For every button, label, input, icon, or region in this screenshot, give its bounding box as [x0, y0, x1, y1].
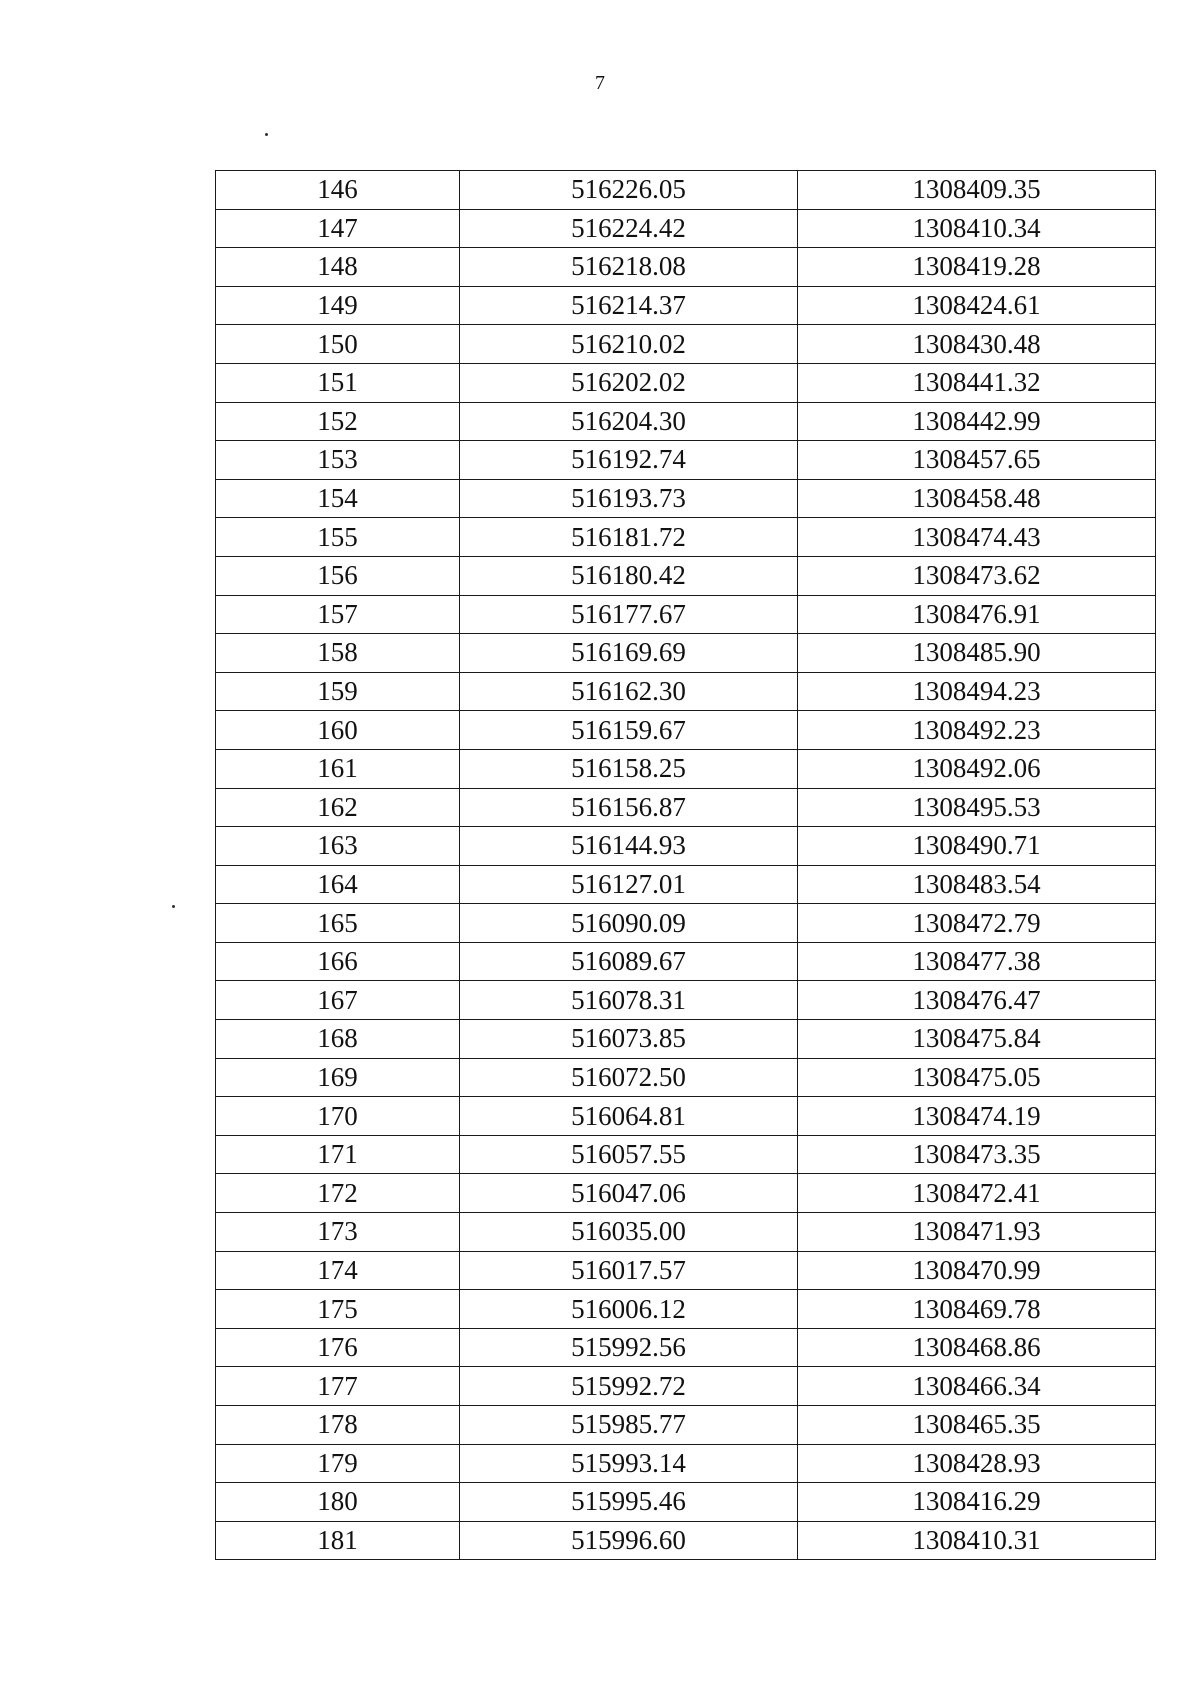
x-coordinate-cell: 516204.30: [460, 402, 798, 441]
y-coordinate-cell: 1308430.48: [798, 325, 1156, 364]
table-row: [216, 711, 1156, 750]
y-coordinate-cell: 1308466.34: [798, 1367, 1156, 1406]
table-row: [216, 248, 1156, 287]
point-number-cell: 172: [216, 1174, 460, 1213]
point-number-cell: 180: [216, 1483, 460, 1522]
y-coordinate-cell: 1308409.35: [798, 171, 1156, 210]
y-coordinate-cell: 1308410.34: [798, 209, 1156, 248]
y-coordinate-cell: 1308458.48: [798, 479, 1156, 518]
point-number-cell: 154: [216, 479, 460, 518]
y-coordinate-cell: 1308470.99: [798, 1251, 1156, 1290]
point-number-cell: 176: [216, 1328, 460, 1367]
point-number-cell: 147: [216, 209, 460, 248]
point-number-cell: 167: [216, 981, 460, 1020]
table-row: [216, 1290, 1156, 1329]
table-row: [216, 1328, 1156, 1367]
point-number-cell: 175: [216, 1290, 460, 1329]
y-coordinate-cell: 1308473.35: [798, 1135, 1156, 1174]
point-number-cell: 151: [216, 363, 460, 402]
x-coordinate-cell: 515996.60: [460, 1521, 798, 1560]
x-coordinate-cell: 516169.69: [460, 634, 798, 673]
point-number-cell: 166: [216, 942, 460, 981]
y-coordinate-cell: 1308490.71: [798, 827, 1156, 866]
table-row: [216, 942, 1156, 981]
x-coordinate-cell: 516218.08: [460, 248, 798, 287]
y-coordinate-cell: 1308474.19: [798, 1097, 1156, 1136]
x-coordinate-cell: 516078.31: [460, 981, 798, 1020]
y-coordinate-cell: 1308419.28: [798, 248, 1156, 287]
point-number-cell: 169: [216, 1058, 460, 1097]
table-row: [216, 1174, 1156, 1213]
table-row: [216, 325, 1156, 364]
x-coordinate-cell: 516158.25: [460, 749, 798, 788]
y-coordinate-cell: 1308424.61: [798, 286, 1156, 325]
y-coordinate-cell: 1308474.43: [798, 518, 1156, 557]
page-number: 7: [595, 72, 605, 94]
point-number-cell: 158: [216, 634, 460, 673]
y-coordinate-cell: 1308492.06: [798, 749, 1156, 788]
point-number-cell: 177: [216, 1367, 460, 1406]
x-coordinate-cell: 516017.57: [460, 1251, 798, 1290]
x-coordinate-cell: 516073.85: [460, 1020, 798, 1059]
point-number-cell: 181: [216, 1521, 460, 1560]
table-row: [216, 981, 1156, 1020]
y-coordinate-cell: 1308475.05: [798, 1058, 1156, 1097]
y-coordinate-cell: 1308410.31: [798, 1521, 1156, 1560]
y-coordinate-cell: 1308495.53: [798, 788, 1156, 827]
table-row: [216, 286, 1156, 325]
x-coordinate-cell: 516156.87: [460, 788, 798, 827]
coordinates-table: [215, 170, 1156, 1560]
table-row: [216, 402, 1156, 441]
y-coordinate-cell: 1308457.65: [798, 441, 1156, 480]
table-row: [216, 827, 1156, 866]
y-coordinate-cell: 1308476.47: [798, 981, 1156, 1020]
x-coordinate-cell: 516224.42: [460, 209, 798, 248]
table-row: [216, 904, 1156, 943]
x-coordinate-cell: 516202.02: [460, 363, 798, 402]
point-number-cell: 171: [216, 1135, 460, 1174]
point-number-cell: 173: [216, 1213, 460, 1252]
point-number-cell: 146: [216, 171, 460, 210]
x-coordinate-cell: 516072.50: [460, 1058, 798, 1097]
x-coordinate-cell: 516035.00: [460, 1213, 798, 1252]
table-row: [216, 1135, 1156, 1174]
table-row: [216, 209, 1156, 248]
x-coordinate-cell: 515992.72: [460, 1367, 798, 1406]
point-number-cell: 152: [216, 402, 460, 441]
point-number-cell: 157: [216, 595, 460, 634]
table-row: [216, 518, 1156, 557]
table-row: [216, 749, 1156, 788]
y-coordinate-cell: 1308473.62: [798, 556, 1156, 595]
x-coordinate-cell: 516047.06: [460, 1174, 798, 1213]
x-coordinate-cell: 516192.74: [460, 441, 798, 480]
coordinates-table-body: [216, 171, 1156, 1560]
y-coordinate-cell: 1308468.86: [798, 1328, 1156, 1367]
y-coordinate-cell: 1308475.84: [798, 1020, 1156, 1059]
point-number-cell: 168: [216, 1020, 460, 1059]
x-coordinate-cell: 516180.42: [460, 556, 798, 595]
table-row: [216, 441, 1156, 480]
point-number-cell: 160: [216, 711, 460, 750]
x-coordinate-cell: 516193.73: [460, 479, 798, 518]
table-row: [216, 1483, 1156, 1522]
point-number-cell: 162: [216, 788, 460, 827]
point-number-cell: 156: [216, 556, 460, 595]
y-coordinate-cell: 1308477.38: [798, 942, 1156, 981]
table-row: [216, 1097, 1156, 1136]
x-coordinate-cell: 516181.72: [460, 518, 798, 557]
x-coordinate-cell: 516064.81: [460, 1097, 798, 1136]
y-coordinate-cell: 1308494.23: [798, 672, 1156, 711]
y-coordinate-cell: 1308492.23: [798, 711, 1156, 750]
y-coordinate-cell: 1308465.35: [798, 1406, 1156, 1445]
x-coordinate-cell: 516144.93: [460, 827, 798, 866]
y-coordinate-cell: 1308469.78: [798, 1290, 1156, 1329]
x-coordinate-cell: 516089.67: [460, 942, 798, 981]
point-number-cell: 164: [216, 865, 460, 904]
table-row: [216, 171, 1156, 210]
x-coordinate-cell: 516210.02: [460, 325, 798, 364]
y-coordinate-cell: 1308485.90: [798, 634, 1156, 673]
y-coordinate-cell: 1308476.91: [798, 595, 1156, 634]
table-row: [216, 1058, 1156, 1097]
point-number-cell: 150: [216, 325, 460, 364]
y-coordinate-cell: 1308442.99: [798, 402, 1156, 441]
y-coordinate-cell: 1308472.79: [798, 904, 1156, 943]
table-row: [216, 1020, 1156, 1059]
table-row: [216, 672, 1156, 711]
y-coordinate-cell: 1308441.32: [798, 363, 1156, 402]
point-number-cell: 178: [216, 1406, 460, 1445]
table-row: [216, 363, 1156, 402]
table-row: [216, 1367, 1156, 1406]
x-coordinate-cell: 516006.12: [460, 1290, 798, 1329]
point-number-cell: 165: [216, 904, 460, 943]
x-coordinate-cell: 516226.05: [460, 171, 798, 210]
x-coordinate-cell: 516057.55: [460, 1135, 798, 1174]
scan-speck: [265, 133, 268, 136]
table-row: [216, 1213, 1156, 1252]
y-coordinate-cell: 1308472.41: [798, 1174, 1156, 1213]
table-row: [216, 595, 1156, 634]
y-coordinate-cell: 1308428.93: [798, 1444, 1156, 1483]
point-number-cell: 155: [216, 518, 460, 557]
point-number-cell: 174: [216, 1251, 460, 1290]
point-number-cell: 179: [216, 1444, 460, 1483]
table-row: [216, 1251, 1156, 1290]
point-number-cell: 148: [216, 248, 460, 287]
point-number-cell: 161: [216, 749, 460, 788]
x-coordinate-cell: 516127.01: [460, 865, 798, 904]
table-row: [216, 1444, 1156, 1483]
point-number-cell: 163: [216, 827, 460, 866]
x-coordinate-cell: 516177.67: [460, 595, 798, 634]
point-number-cell: 153: [216, 441, 460, 480]
x-coordinate-cell: 516162.30: [460, 672, 798, 711]
x-coordinate-cell: 516214.37: [460, 286, 798, 325]
y-coordinate-cell: 1308483.54: [798, 865, 1156, 904]
x-coordinate-cell: 515993.14: [460, 1444, 798, 1483]
table-row: [216, 634, 1156, 673]
table-row: [216, 788, 1156, 827]
point-number-cell: 159: [216, 672, 460, 711]
y-coordinate-cell: 1308471.93: [798, 1213, 1156, 1252]
x-coordinate-cell: 516159.67: [460, 711, 798, 750]
x-coordinate-cell: 516090.09: [460, 904, 798, 943]
point-number-cell: 149: [216, 286, 460, 325]
table-row: [216, 556, 1156, 595]
table-row: [216, 1521, 1156, 1560]
x-coordinate-cell: 515992.56: [460, 1328, 798, 1367]
scan-speck: [172, 905, 175, 908]
table-row: [216, 1406, 1156, 1445]
y-coordinate-cell: 1308416.29: [798, 1483, 1156, 1522]
point-number-cell: 170: [216, 1097, 460, 1136]
table-row: [216, 479, 1156, 518]
x-coordinate-cell: 515985.77: [460, 1406, 798, 1445]
x-coordinate-cell: 515995.46: [460, 1483, 798, 1522]
table-row: [216, 865, 1156, 904]
